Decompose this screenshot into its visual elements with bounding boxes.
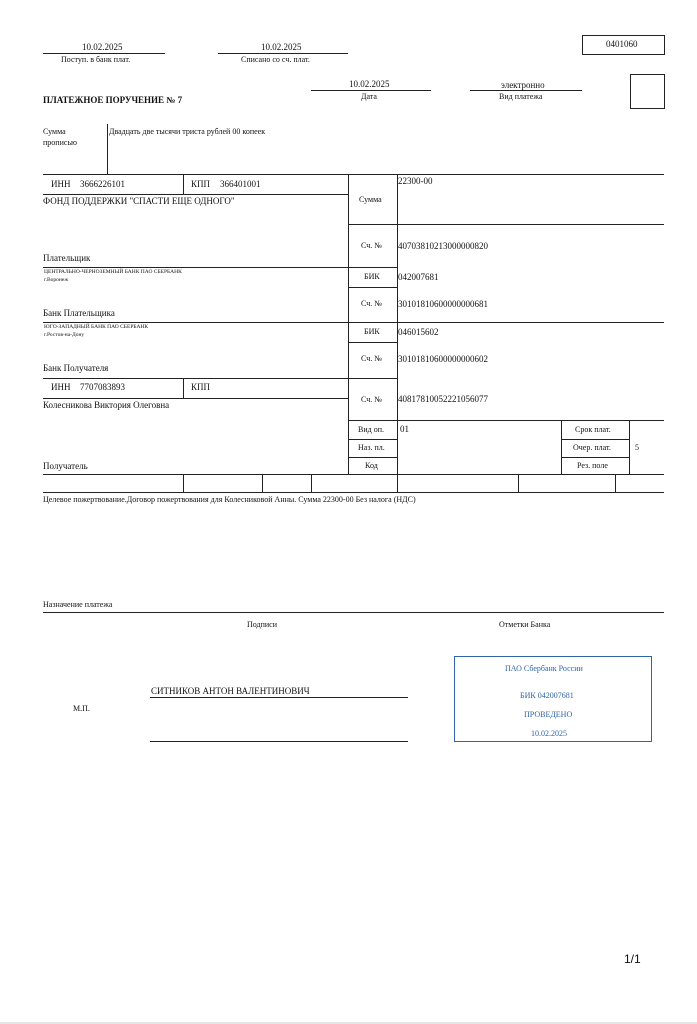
- stamp-bik: БИК 042007681: [520, 691, 574, 700]
- payee-bank-name: ЮГО-ЗАПАДНЫЙ БАНК ПАО СБЕРБАНК: [44, 324, 149, 330]
- signer-name: СИТНИКОВ АНТОН ВАЛЕНТИНОВИЧ: [151, 686, 310, 696]
- details-mid-line-2b: [561, 457, 629, 458]
- payer-account: 40703810213000000820: [398, 241, 488, 251]
- payment-type: электронно: [501, 80, 545, 90]
- payer-name: ФОНД ПОДДЕРЖКИ "СПАСТИ ЕЩЕ ОДНОГО": [43, 196, 235, 206]
- order-date: 10.02.2025: [349, 79, 390, 89]
- details-mid-line-1b: [561, 439, 629, 440]
- stamp-status: ПРОВЕДЕНО: [524, 710, 573, 719]
- code-label: Код: [365, 461, 378, 470]
- payer-bik-top-line: [348, 287, 397, 288]
- payer-bank-city: г.Воронеж: [44, 277, 69, 283]
- op-type-label: Вид оп.: [358, 425, 384, 434]
- payee-bank-city: г.Ростов-на-Дону: [44, 332, 85, 338]
- payer-kpp-label: КПП: [191, 179, 211, 189]
- tax-cell-divider-3: [311, 474, 312, 492]
- details-top-line: [348, 420, 664, 421]
- payee-bik-bottom-line: [348, 342, 397, 343]
- payer-label: Плательщик: [43, 253, 91, 263]
- payer-inn-line: [43, 194, 348, 195]
- purpose-code-label: Наз. пл.: [358, 443, 385, 452]
- tax-row-top-line: [43, 474, 664, 475]
- payee-bank-account-label: Сч. №: [361, 354, 382, 363]
- payer-account-label: Сч. №: [361, 241, 382, 250]
- payer-bank-account: 30101810600000000681: [398, 299, 488, 309]
- details-mid-line-2: [348, 457, 397, 458]
- payer-bank-bottom-line: [43, 322, 664, 323]
- purpose-text: Целевое пожертвование.Договор пожертвования для Колесниковой Анны. Сумма 22300-00 Без налога (НДС): [43, 495, 416, 504]
- page-title: ПЛАТЕЖНОЕ ПОРУЧЕНИЕ № 7: [43, 95, 183, 105]
- amount-words-value: Двадцать две тысячи триста рублей 00 копеек: [109, 127, 266, 136]
- payment-type-line: [470, 90, 582, 91]
- payer-kpp: 366401001: [220, 179, 261, 189]
- signer-line-1: [150, 697, 408, 698]
- form-code: 0401060: [606, 39, 638, 49]
- payer-bik-label: БИК: [364, 272, 380, 281]
- payee-bik-label: БИК: [364, 327, 380, 336]
- reserve-label: Рез. поле: [577, 461, 608, 470]
- grid-line-right: [397, 174, 398, 474]
- payer-bottom-line: [43, 267, 397, 268]
- payee-inn-kpp-divider: [183, 378, 184, 398]
- payee-bik: 046015602: [398, 327, 439, 337]
- tax-cell-divider-1: [183, 474, 184, 492]
- sum-value: 22300-00: [398, 176, 433, 186]
- details-right-divider-2: [629, 420, 630, 474]
- payer-bank-name: ЦЕНТРАЛЬНО-ЧЕРНОЗЕМНЫЙ БАНК ПАО СБЕРБАНК: [44, 269, 182, 275]
- bank-stamp: [454, 656, 652, 742]
- payer-bank-account-label: Сч. №: [361, 299, 382, 308]
- payer-bank-label: Банк Плательщика: [43, 308, 115, 318]
- details-mid-line-1: [348, 439, 397, 440]
- signer-line-2: [150, 741, 408, 742]
- priority-label: Очер. плат.: [573, 443, 611, 452]
- purpose-label: Назначение платежа: [43, 600, 113, 609]
- bank-marks-label: Отметки Банка: [499, 620, 551, 629]
- tax-cell-divider-4: [397, 474, 398, 492]
- bank-received-line: [43, 53, 165, 54]
- tax-cell-divider-6: [615, 474, 616, 492]
- tax-row-bottom-line: [43, 492, 664, 493]
- payee-inn-label: ИНН: [51, 382, 71, 392]
- debited-line: [218, 53, 348, 54]
- sum-bottom-line: [348, 224, 664, 225]
- payee-account: 40817810052221056077: [398, 394, 488, 404]
- order-date-label: Дата: [361, 92, 377, 101]
- empty-corner-box: [630, 74, 665, 109]
- bank-received-date: 10.02.2025: [82, 42, 123, 52]
- payee-bank-bottom-line: [43, 378, 397, 379]
- details-right-divider: [561, 420, 562, 474]
- payee-inn-line: [43, 398, 348, 399]
- payer-inn: 3666226101: [80, 179, 125, 189]
- stamp-bank-name: ПАО Сбербанк России: [505, 664, 583, 673]
- bank-received-label: Поступ. в банк плат.: [61, 55, 131, 64]
- signatures-label: Подписи: [247, 620, 278, 629]
- debited-label: Списано со сч. плат.: [241, 55, 310, 64]
- stamp-date: 10.02.2025: [531, 729, 567, 738]
- grid-line-left: [348, 174, 349, 474]
- payer-bik: 042007681: [398, 272, 439, 282]
- payee-kpp-label: КПП: [191, 382, 211, 392]
- amount-words-label: Сумма: [43, 127, 66, 136]
- priority: 5: [635, 443, 639, 452]
- sum-label: Сумма: [359, 195, 382, 204]
- payee-bank-account: 30101810600000000602: [398, 354, 488, 364]
- page-number: 1/1: [624, 952, 641, 966]
- stamp-place-label: М.П.: [73, 704, 90, 713]
- purpose-bottom-line: [43, 612, 664, 613]
- payment-type-label: Вид платежа: [499, 92, 543, 101]
- payee-account-label: Сч. №: [361, 395, 382, 404]
- tax-cell-divider-5: [518, 474, 519, 492]
- tax-cell-divider-2: [262, 474, 263, 492]
- payer-inn-label: ИНН: [51, 179, 71, 189]
- payee-bank-label: Банк Получателя: [43, 363, 109, 373]
- debited-date: 10.02.2025: [261, 42, 302, 52]
- payee-label: Получатель: [43, 461, 88, 471]
- order-date-line: [311, 90, 431, 91]
- payee-inn: 7707083893: [80, 382, 125, 392]
- amount-words-label-2: прописью: [43, 138, 78, 147]
- due-label: Срок плат.: [575, 425, 611, 434]
- amount-words-divider: [107, 124, 108, 174]
- payee-name: Колесникова Виктория Олеговна: [43, 400, 170, 410]
- payer-inn-kpp-divider: [183, 174, 184, 194]
- amount-words-bottom-line: [43, 174, 664, 175]
- op-type: 01: [400, 424, 409, 434]
